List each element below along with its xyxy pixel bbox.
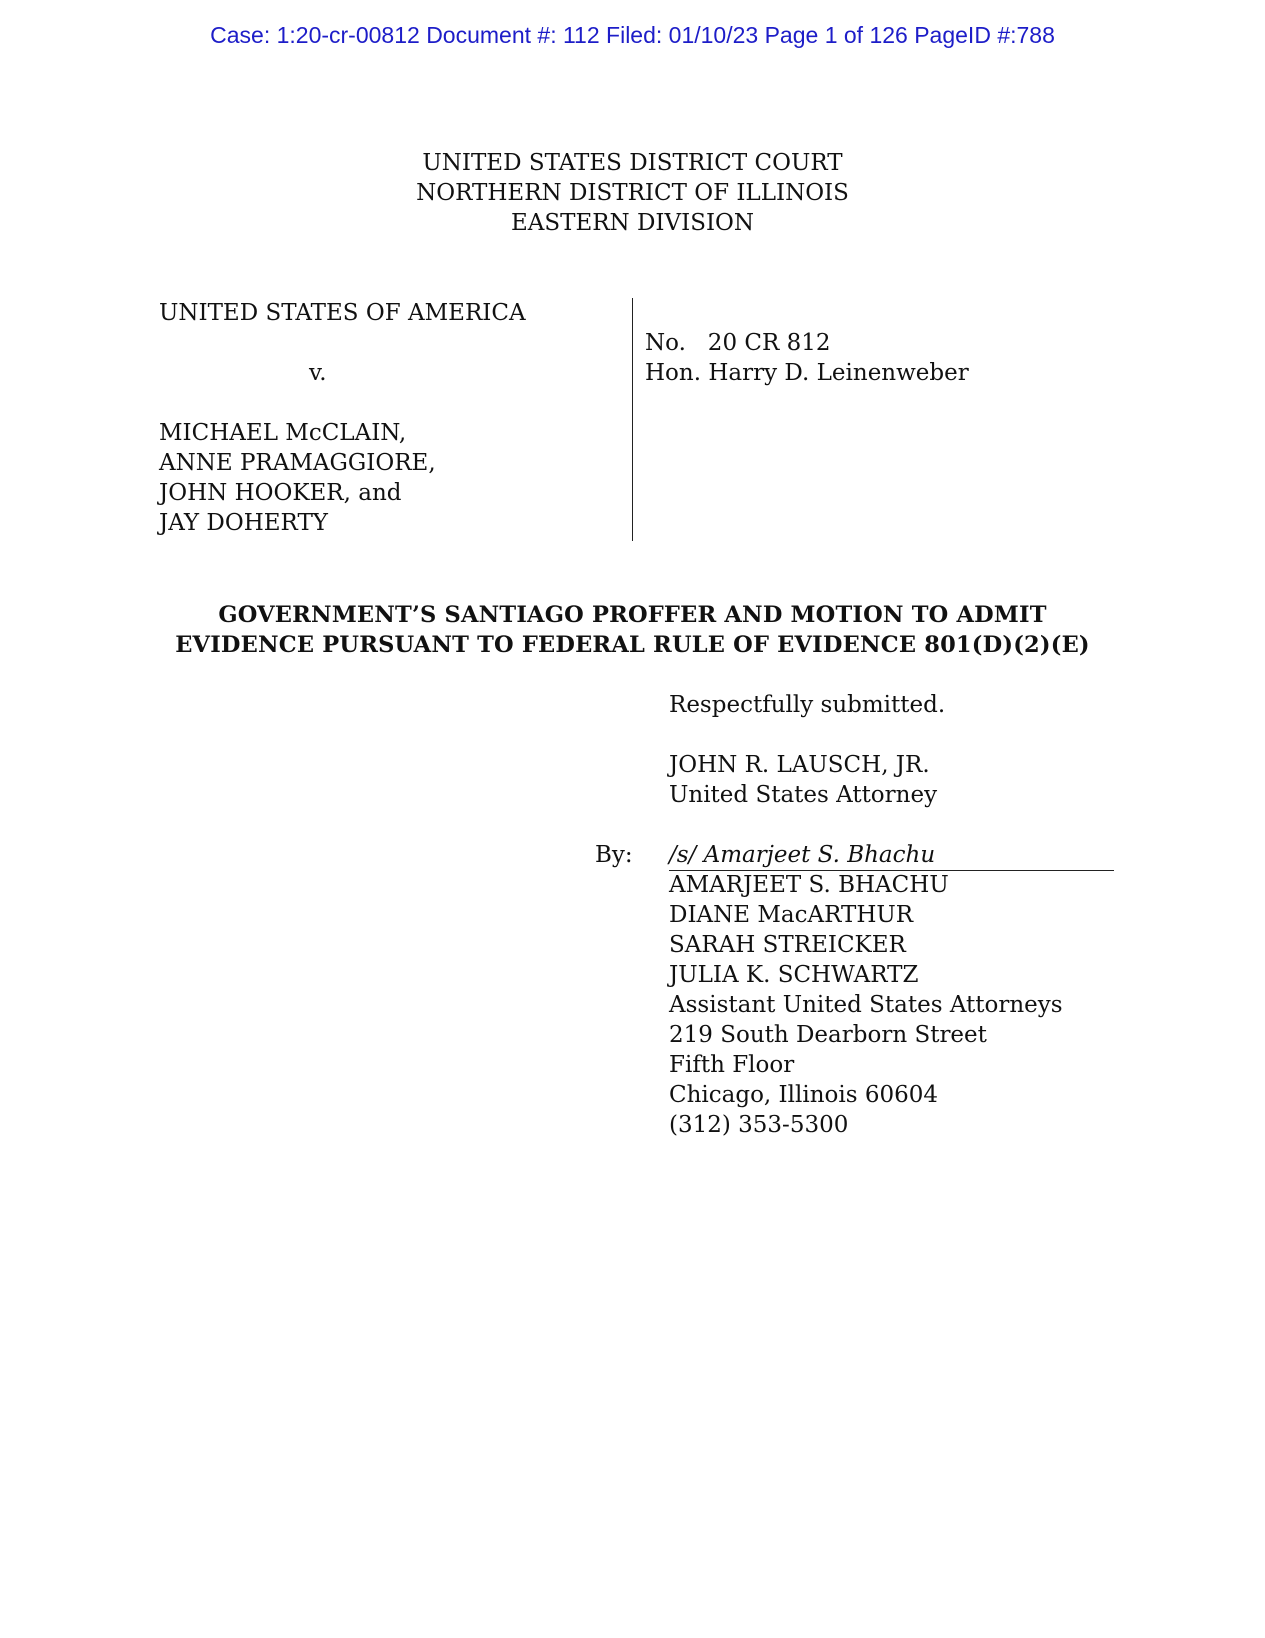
case-caption-info: [645, 328, 969, 388]
electronic-signature: /s/ Amarjeet S. Bhachu: [669, 840, 1114, 871]
attorney-name: DIANE MacARTHUR: [669, 902, 914, 928]
us-attorney-name: JOHN R. LAUSCH, JR.: [669, 752, 930, 778]
defendant: JOHN HOOKER, and: [159, 480, 402, 506]
defendant: MICHAEL McCLAIN,: [159, 420, 407, 446]
closing: Respectfully submitted.: [669, 692, 946, 718]
address-line: Chicago, Illinois 60604: [669, 1082, 939, 1108]
us-attorney-title: United States Attorney: [669, 782, 938, 808]
by-label: By:: [595, 842, 633, 868]
signature-intro: [669, 690, 945, 810]
title-line: EVIDENCE PURSUANT TO FEDERAL RULE OF EVIDENCE 801(D)(2)(E): [175, 632, 1090, 658]
address-line: Fifth Floor: [669, 1052, 795, 1078]
case-number: No. 20 CR 812: [645, 330, 831, 356]
phone-number: (312) 353-5300: [669, 1112, 849, 1138]
attorney-name: SARAH STREICKER: [669, 932, 906, 958]
attorneys-title: Assistant United States Attorneys: [669, 992, 1063, 1018]
attorney-name: JULIA K. SCHWARTZ: [669, 962, 919, 988]
court-heading: [0, 148, 1265, 238]
address-line: 219 South Dearborn Street: [669, 1022, 987, 1048]
court-division: EASTERN DIVISION: [510, 210, 755, 236]
case-caption-parties: [159, 298, 526, 538]
caption-divider: [632, 298, 633, 541]
title-line: GOVERNMENT’S SANTIAGO PROFFER AND MOTION TO ADMIT: [218, 602, 1047, 628]
versus: v.: [309, 360, 327, 386]
judge: Hon. Harry D. Leinenweber: [645, 360, 969, 386]
defendant: JAY DOHERTY: [159, 510, 328, 536]
plaintiff: UNITED STATES OF AMERICA: [159, 300, 526, 326]
signature-block: [669, 870, 1063, 1140]
attorney-name: AMARJEET S. BHACHU: [669, 872, 949, 898]
defendant: ANNE PRAMAGGIORE,: [159, 450, 436, 476]
filing-stamp: Case: 1:20-cr-00812 Document #: 112 Filed: 01/10/23 Page 1 of 126 PageID #:788: [210, 22, 1055, 48]
document-title: [0, 600, 1265, 660]
court-district: NORTHERN DISTRICT OF ILLINOIS: [416, 180, 849, 206]
court-name: UNITED STATES DISTRICT COURT: [422, 150, 843, 176]
